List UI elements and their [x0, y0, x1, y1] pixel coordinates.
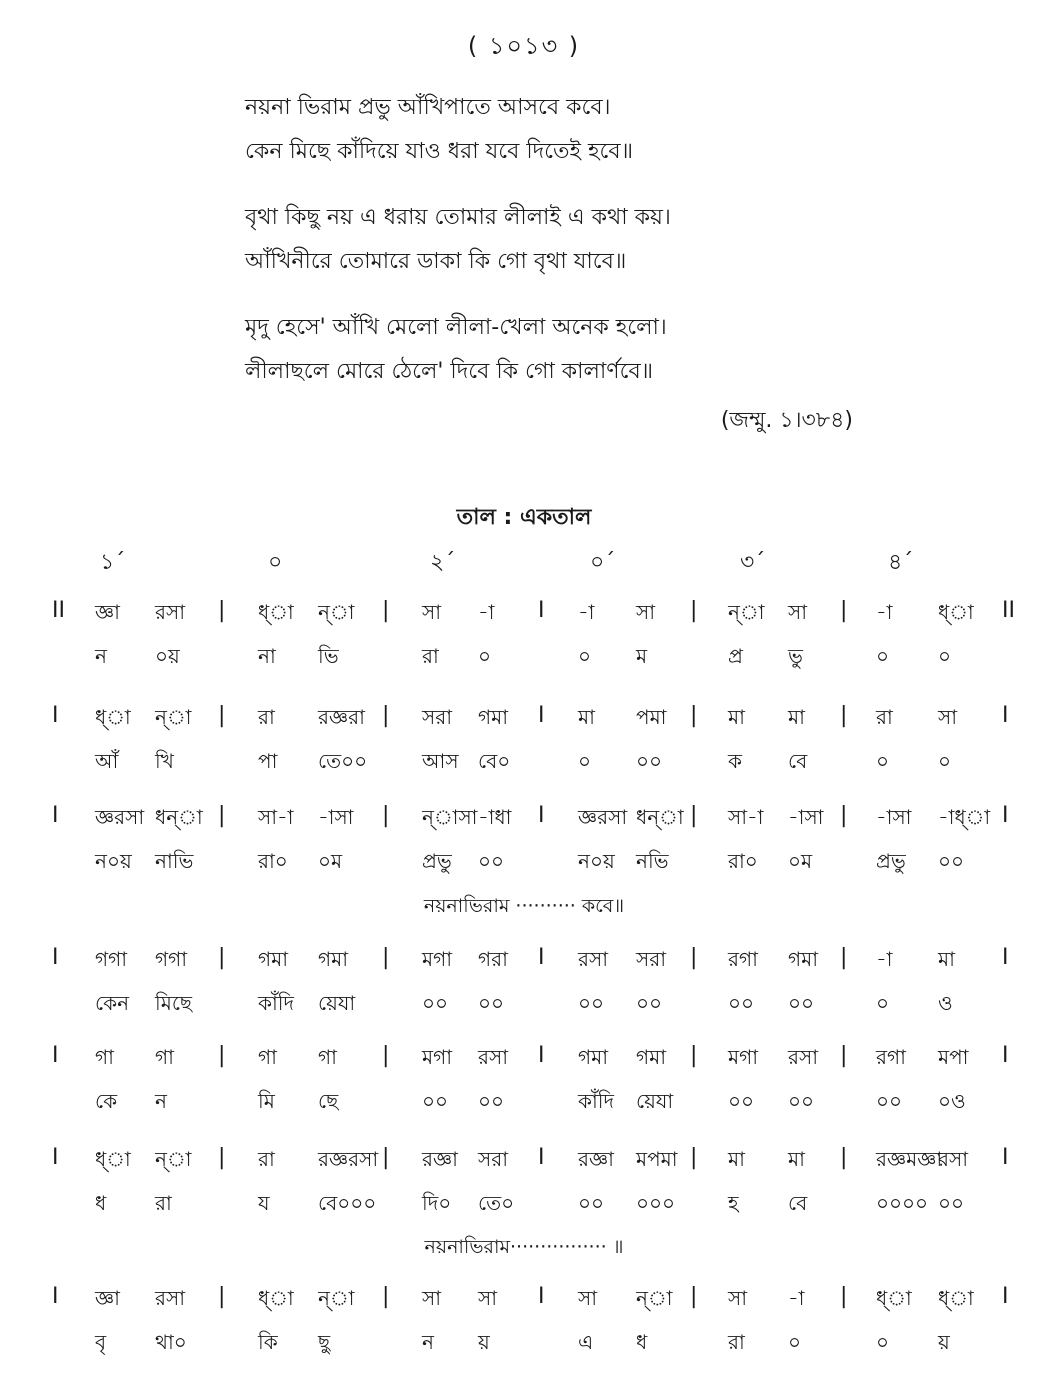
- swara-note: ধ্‌া: [258, 600, 294, 624]
- swara-note: রসা: [478, 1045, 509, 1069]
- lyric-syllable: ন০য়: [578, 849, 615, 873]
- swara-note: ন্‌াসা: [422, 805, 478, 829]
- bar-line: I: [538, 703, 545, 728]
- lyric-syllable: দি০: [422, 1191, 452, 1215]
- swara-note: -া: [578, 600, 595, 624]
- lyric-syllable: প্রভু: [876, 849, 906, 873]
- bar-line: II: [1002, 598, 1015, 623]
- bar-line: I: [538, 1284, 545, 1309]
- lyric-syllable: আস: [422, 749, 459, 773]
- lyric-syllable: নাভি: [155, 849, 194, 873]
- bar-line: I: [538, 1043, 545, 1068]
- swara-note: রজ্ঞা: [578, 1147, 614, 1171]
- swara-note: ধন্‌া: [636, 805, 684, 829]
- lyric-syllable: ম: [636, 644, 648, 668]
- swara-note: রজ্ঞমজ্ঞা: [876, 1147, 943, 1171]
- bar-line: I: [52, 1284, 59, 1309]
- swara-note: সা: [728, 1286, 748, 1310]
- beat-marker: ০: [268, 550, 283, 575]
- bar-line: I: [52, 803, 59, 828]
- lyric-syllable: প্রভু: [422, 849, 452, 873]
- lyric-syllable: ০০: [636, 749, 663, 773]
- refrain-line: নয়নাভিরাম················ ॥: [424, 1236, 624, 1258]
- bar-line: |: [382, 703, 390, 728]
- bar-line: |: [690, 598, 698, 623]
- swara-note: ধন্‌া: [155, 805, 203, 829]
- swara-note: সরা: [478, 1147, 509, 1171]
- bar-line: I: [538, 598, 545, 623]
- notation-row: [0, 945, 1048, 1035]
- swara-note: জ্ঞা: [95, 1286, 120, 1310]
- swara-note: জ্ঞা: [95, 600, 120, 624]
- lyric-syllable: য়: [478, 1330, 490, 1354]
- swara-note: রসা: [938, 1147, 969, 1171]
- lyric-syllable: কাঁদি: [258, 991, 295, 1015]
- beat-markers: [0, 545, 1048, 575]
- swara-note: সা: [478, 1286, 498, 1310]
- swara-note: সা-া: [728, 805, 764, 829]
- bar-line: |: [690, 1043, 698, 1068]
- lyric-syllable: বে: [788, 1191, 808, 1215]
- swara-note: -াধ্‌া: [938, 805, 991, 829]
- swara-note: রা: [258, 705, 275, 729]
- swara-note: ধ্‌া: [938, 600, 974, 624]
- swara-note: সা: [788, 600, 808, 624]
- swara-note: ন্‌া: [318, 600, 355, 624]
- lyric-syllable: কে: [95, 1089, 118, 1113]
- lyric-syllable: ০: [478, 644, 492, 668]
- notation-row: [0, 1043, 1048, 1133]
- lyric-syllable: বৃ: [95, 1330, 107, 1354]
- lyric-syllable: বে: [788, 749, 808, 773]
- bar-line: |: [218, 1145, 226, 1170]
- bar-line: |: [382, 1043, 390, 1068]
- swara-note: গমা: [636, 1045, 667, 1069]
- swara-note: -া: [478, 600, 495, 624]
- lyric-syllable: থা০: [155, 1330, 187, 1354]
- lyric-syllable: কেন: [95, 991, 130, 1015]
- bar-line: I: [52, 1145, 59, 1170]
- refrain-line: নয়নাভিরাম ·········· কবে॥: [423, 895, 625, 917]
- swara-note: সা-া: [258, 805, 294, 829]
- swara-note: মা: [578, 705, 595, 729]
- bar-line: |: [840, 598, 848, 623]
- bar-line: II: [52, 598, 65, 623]
- bar-line: |: [218, 803, 226, 828]
- swara-note: গমা: [318, 947, 349, 971]
- lyric-syllable: ভু: [788, 644, 803, 668]
- bar-line: I: [1002, 945, 1009, 970]
- swara-note: গরা: [478, 947, 508, 971]
- lyric-syllable: ছু: [318, 1330, 331, 1354]
- swara-note: রজ্ঞরসা: [318, 1147, 379, 1171]
- bar-line: I: [538, 1145, 545, 1170]
- swara-note: মা: [728, 1147, 745, 1171]
- swara-note: ন্‌া: [318, 1286, 355, 1310]
- stanza-1: [245, 86, 965, 174]
- poem-line: মৃদু হেসে' আঁখি মেলো লীলা-খেলা অনেক হলো।: [245, 315, 667, 340]
- lyric-syllable: ০০: [578, 1191, 605, 1215]
- lyric-syllable: ন০য়: [95, 849, 132, 873]
- lyric-syllable: ০০: [788, 1089, 815, 1113]
- lyric-syllable: ০০: [422, 991, 449, 1015]
- swara-note: ধ্‌া: [95, 1147, 131, 1171]
- lyric-syllable: ০: [578, 749, 592, 773]
- lyric-syllable: ০য়: [155, 644, 180, 668]
- swara-note: ন্‌া: [155, 705, 192, 729]
- swara-note: রজ্ঞরা: [318, 705, 365, 729]
- lyric-syllable: পা: [258, 749, 278, 773]
- lyric-syllable: বে০: [478, 749, 511, 773]
- lyric-syllable: ধ: [636, 1330, 648, 1354]
- lyric-syllable: এ: [578, 1330, 594, 1354]
- swara-note: সা: [422, 1286, 442, 1310]
- bar-line: |: [840, 803, 848, 828]
- swara-note: গা: [258, 1045, 277, 1069]
- swara-note: গগা: [155, 947, 188, 971]
- lyric-syllable: ০০: [422, 1089, 449, 1113]
- lyric-syllable: ০: [876, 1330, 890, 1354]
- swara-note: -াসা: [788, 805, 824, 829]
- beat-marker: ২´: [430, 550, 456, 575]
- swara-note: রা: [258, 1147, 275, 1171]
- swara-note: রগা: [728, 947, 758, 971]
- swara-note: রসা: [788, 1045, 819, 1069]
- bar-line: I: [1002, 803, 1009, 828]
- lyric-syllable: ধ: [95, 1191, 107, 1215]
- notation-row: [0, 598, 1048, 688]
- lyric-syllable: না: [258, 644, 276, 668]
- poem-credit: (জম্মু. ১।৩৮৪): [720, 408, 853, 433]
- bar-line: |: [382, 1145, 390, 1170]
- tala-heading: তাল : একতাল: [456, 505, 592, 530]
- lyric-syllable: ছে: [318, 1089, 339, 1113]
- bar-line: |: [690, 803, 698, 828]
- lyric-syllable: ০: [578, 644, 592, 668]
- lyric-syllable: ০০: [636, 991, 663, 1015]
- bar-line: |: [690, 1145, 698, 1170]
- lyric-syllable: বে০০০: [318, 1191, 377, 1215]
- lyric-syllable: ন: [95, 644, 107, 668]
- swara-note: -াসা: [876, 805, 912, 829]
- poem-line: আঁখিনীরে তোমারে ডাকা কি গো বৃথা যাবে॥: [245, 249, 627, 274]
- lyric-syllable: মি: [258, 1089, 275, 1113]
- lyric-syllable: য়েযা: [318, 991, 356, 1015]
- bar-line: I: [1002, 1145, 1009, 1170]
- lyric-syllable: মিছে: [155, 991, 192, 1015]
- swara-note: গগা: [95, 947, 128, 971]
- lyric-syllable: ০: [876, 749, 890, 773]
- lyric-syllable: রা: [155, 1191, 172, 1215]
- lyric-syllable: ভি: [318, 644, 339, 668]
- swara-note: মা: [788, 705, 805, 729]
- swara-note: গমা: [578, 1045, 609, 1069]
- page-number: ( ১০১৩ ): [467, 32, 581, 60]
- lyric-syllable: ক: [728, 749, 742, 773]
- notation-row: [0, 803, 1048, 893]
- poem-line: কেন মিছে কাঁদিয়ে যাও ধরা যবে দিতেই হবে॥: [245, 139, 634, 164]
- lyric-syllable: ০: [938, 644, 952, 668]
- lyric-syllable: ০ম: [318, 849, 343, 873]
- swara-note: ন্‌া: [728, 600, 765, 624]
- lyric-syllable: রা০: [258, 849, 288, 873]
- lyric-syllable: নভি: [636, 849, 669, 873]
- lyric-syllable: ০: [876, 644, 890, 668]
- swara-note: গা: [155, 1045, 174, 1069]
- swara-note: গমা: [478, 705, 509, 729]
- bar-line: |: [690, 945, 698, 970]
- lyric-syllable: ন: [422, 1330, 434, 1354]
- bar-line: I: [538, 803, 545, 828]
- lyric-syllable: ০০: [938, 1191, 965, 1215]
- bar-line: |: [690, 703, 698, 728]
- bar-line: |: [840, 703, 848, 728]
- swara-note: গা: [95, 1045, 114, 1069]
- bar-line: |: [840, 945, 848, 970]
- bar-line: |: [382, 598, 390, 623]
- bar-line: |: [218, 1043, 226, 1068]
- poem-line: নয়না ভিরাম প্রভু আঁখিপাতে আসবে কবে।: [245, 95, 611, 120]
- swara-note: রসা: [155, 600, 186, 624]
- swara-note: -া: [876, 947, 893, 971]
- lyric-syllable: ০০: [728, 991, 755, 1015]
- swara-note: -াসা: [318, 805, 354, 829]
- bar-line: |: [840, 1145, 848, 1170]
- bar-line: I: [52, 945, 59, 970]
- bar-line: |: [840, 1284, 848, 1309]
- lyric-syllable: ০০: [728, 1089, 755, 1113]
- notation-row: [0, 703, 1048, 793]
- lyric-syllable: খি: [155, 749, 174, 773]
- swara-note: ধ্‌া: [876, 1286, 912, 1310]
- lyric-syllable: ০০: [478, 1089, 505, 1113]
- bar-line: |: [840, 1043, 848, 1068]
- bar-line: |: [382, 1284, 390, 1309]
- lyric-syllable: কাঁদি: [578, 1089, 615, 1113]
- swara-note: মপা: [938, 1045, 969, 1069]
- swara-note: জ্ঞরসা: [578, 805, 628, 829]
- bar-line: |: [218, 1284, 226, 1309]
- lyric-syllable: ০০: [788, 991, 815, 1015]
- swara-note: মপমা: [636, 1147, 678, 1171]
- swara-note: সরা: [636, 947, 667, 971]
- beat-marker: ৪´: [888, 550, 914, 575]
- swara-note: ন্‌া: [155, 1147, 192, 1171]
- swara-note: মা: [938, 947, 955, 971]
- lyric-syllable: ০: [788, 1330, 802, 1354]
- beat-marker: ১´: [100, 550, 126, 575]
- swara-note: ধ্‌া: [95, 705, 131, 729]
- swara-note: -া: [876, 600, 893, 624]
- bar-line: I: [1002, 703, 1009, 728]
- bar-line: I: [1002, 1043, 1009, 1068]
- lyric-syllable: ০০০০: [876, 1191, 929, 1215]
- lyric-syllable: ০০: [938, 849, 965, 873]
- lyric-syllable: য়েযা: [636, 1089, 674, 1113]
- bar-line: I: [1002, 1284, 1009, 1309]
- swara-note: সরা: [422, 705, 453, 729]
- notation-row: [0, 1145, 1048, 1235]
- lyric-syllable: কি: [258, 1330, 278, 1354]
- swara-note: মগা: [422, 947, 453, 971]
- bar-line: I: [52, 703, 59, 728]
- lyric-syllable: তে০০: [318, 749, 368, 773]
- beat-marker: ০´: [590, 550, 616, 575]
- swara-note: -াধা: [478, 805, 512, 829]
- stanza-2: [245, 196, 965, 284]
- swara-note: ধ্‌া: [258, 1286, 294, 1310]
- swara-note: রগা: [876, 1045, 906, 1069]
- swara-note: সা: [422, 600, 442, 624]
- lyric-syllable: ০০: [876, 1089, 903, 1113]
- swara-note: জ্ঞরসা: [95, 805, 145, 829]
- bar-line: |: [218, 945, 226, 970]
- lyric-syllable: ন: [155, 1089, 167, 1113]
- lyric-syllable: রা: [728, 1330, 745, 1354]
- bar-line: I: [538, 945, 545, 970]
- swara-note: মগা: [422, 1045, 453, 1069]
- bar-line: |: [218, 598, 226, 623]
- lyric-syllable: ০০: [578, 991, 605, 1015]
- lyric-syllable: ও: [938, 991, 953, 1015]
- swara-note: মা: [728, 705, 745, 729]
- poem-line: বৃথা কিছু নয় এ ধরায় তোমার লীলাই এ কথা কয়।: [245, 205, 671, 230]
- swara-note: গমা: [258, 947, 289, 971]
- swara-note: সা: [636, 600, 656, 624]
- swara-note: সা: [578, 1286, 598, 1310]
- lyric-syllable: ০ও: [938, 1089, 966, 1113]
- bar-line: |: [382, 945, 390, 970]
- lyric-syllable: তে০: [478, 1191, 515, 1215]
- swara-note: সা: [938, 705, 958, 729]
- swara-note: -া: [788, 1286, 805, 1310]
- lyric-syllable: ০: [938, 749, 952, 773]
- swara-note: রজ্ঞা: [422, 1147, 458, 1171]
- stanza-3: [245, 306, 965, 394]
- swara-note: মা: [788, 1147, 805, 1171]
- bar-line: |: [382, 803, 390, 828]
- swara-note: ন্‌া: [636, 1286, 673, 1310]
- bar-line: |: [690, 1284, 698, 1309]
- lyric-syllable: ০০০: [636, 1191, 676, 1215]
- lyric-syllable: হ: [728, 1191, 739, 1215]
- lyric-syllable: ০ম: [788, 849, 813, 873]
- swara-note: রসা: [155, 1286, 186, 1310]
- beat-marker: ৩´: [740, 550, 766, 575]
- notation-row: [0, 1284, 1048, 1374]
- lyric-syllable: রা: [422, 644, 439, 668]
- lyric-syllable: য: [258, 1191, 270, 1215]
- bar-line: I: [52, 1043, 59, 1068]
- lyric-syllable: ০০: [478, 991, 505, 1015]
- swara-note: ধ্‌া: [938, 1286, 974, 1310]
- poem: [245, 86, 965, 416]
- swara-note: গা: [318, 1045, 337, 1069]
- swara-note: পমা: [636, 705, 667, 729]
- lyric-syllable: ০০: [478, 849, 505, 873]
- swara-note: গমা: [788, 947, 819, 971]
- bar-line: |: [218, 703, 226, 728]
- lyric-syllable: প্র: [728, 644, 743, 668]
- swara-note: রসা: [578, 947, 609, 971]
- lyric-syllable: রা০: [728, 849, 758, 873]
- swara-note: রা: [876, 705, 893, 729]
- lyric-syllable: ০: [876, 991, 890, 1015]
- lyric-syllable: আঁ: [95, 749, 119, 773]
- poem-line: লীলাছলে মোরে ঠেলে' দিবে কি গো কালার্ণবে॥: [245, 359, 654, 384]
- swara-note: মগা: [728, 1045, 759, 1069]
- lyric-syllable: য়: [938, 1330, 950, 1354]
